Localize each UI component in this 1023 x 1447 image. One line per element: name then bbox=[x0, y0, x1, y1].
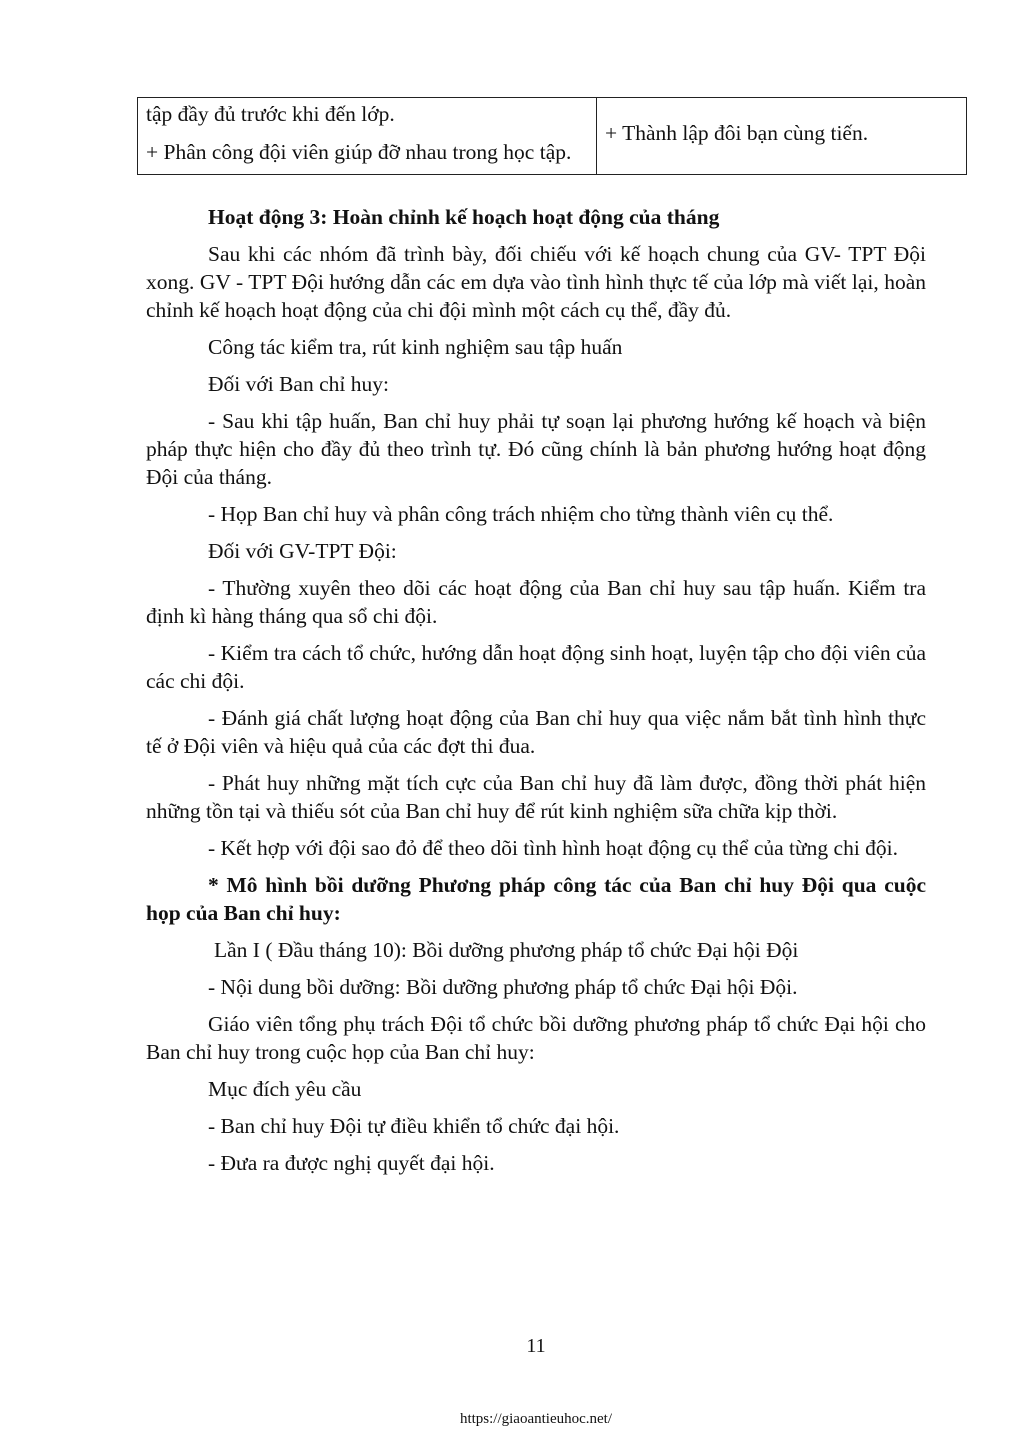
paragraph: Sau khi các nhóm đã trình bày, đối chiếu với kế hoạch chung của GV- TPT Đội xong. GV - TPT Đội hướng dẫn các em dựa vào tình hình thực tế của lớp mà viết lại, hoàn chỉnh kế hoạch hoạt động của chi đội mình một cách cụ thể, đầy đủ. bbox=[146, 242, 926, 322]
paragraph: - Đánh giá chất lượng hoạt động của Ban chỉ huy qua việc nắm bắt tình hình thực tế ở Đội viên và hiệu quả của các đợt thi đua. bbox=[146, 706, 926, 758]
footer-url: https://giaoantieuhoc.net/ bbox=[459, 1411, 613, 1427]
paragraph: - Thường xuyên theo dõi các hoạt động của Ban chỉ huy sau tập huấn. Kiểm tra định kì hàng tháng qua sổ chi đội. bbox=[146, 576, 926, 628]
paragraph: Đối với GV-TPT Đội: bbox=[208, 539, 397, 563]
paragraph: - Phát huy những mặt tích cực của Ban chỉ huy đã làm được, đồng thời phát hiện những tồn tại và thiếu sót của Ban chỉ huy để rút kinh nghiệm sữa chữa kịp thời. bbox=[146, 771, 926, 823]
paragraph: Đối với Ban chỉ huy: bbox=[208, 372, 389, 396]
paragraph: Giáo viên tổng phụ trách Đội tổ chức bồi dưỡng phương pháp tổ chức Đại hội cho Ban chỉ huy trong cuộc họp của Ban chỉ huy: bbox=[146, 1012, 926, 1064]
table-cell-left bbox=[138, 98, 597, 175]
paragraph: Mục đích yêu cầu bbox=[208, 1077, 362, 1101]
table-cell-line: + Phân công đội viên giúp đỡ nhau trong học tập. bbox=[146, 140, 572, 164]
paragraph: - Kiểm tra cách tổ chức, hướng dẫn hoạt động sinh hoạt, luyện tập cho đội viên của các chi đội. bbox=[146, 641, 926, 693]
table-cell-line: tập đầy đủ trước khi đến lớp. bbox=[146, 102, 395, 126]
section-heading: * Mô hình bồi dưỡng Phương pháp công tác của Ban chỉ huy Đội qua cuộc họp của Ban chỉ huy: bbox=[146, 873, 926, 925]
table-row bbox=[138, 98, 967, 175]
paragraph: - Kết hợp với đội sao đỏ để theo dõi tình hình hoạt động cụ thể của từng chi đội. bbox=[208, 836, 899, 860]
section-heading: Hoạt động 3: Hoàn chỉnh kế hoạch hoạt động của tháng bbox=[208, 205, 720, 229]
page-number: 11 bbox=[526, 1335, 546, 1357]
plan-table bbox=[137, 97, 967, 175]
paragraph: - Họp Ban chỉ huy và phân công trách nhiệm cho từng thành viên cụ thể. bbox=[208, 502, 834, 526]
paragraph: - Sau khi tập huấn, Ban chỉ huy phải tự soạn lại phương hướng kế hoạch và biện pháp thực hiện cho đầy đủ theo trình tự. Đó cũng chính là bản phương hướng hoạt động Đội của tháng. bbox=[146, 409, 926, 489]
paragraph: Lần I ( Đầu tháng 10): Bồi dưỡng phương pháp tổ chức Đại hội Đội bbox=[214, 938, 799, 962]
document-body bbox=[146, 203, 926, 1186]
paragraph: - Nội dung bồi dưỡng: Bồi dưỡng phương pháp tổ chức Đại hội Đội. bbox=[208, 975, 798, 999]
paragraph: - Ban chỉ huy Đội tự điều khiển tổ chức đại hội. bbox=[208, 1114, 620, 1138]
table-cell-right bbox=[597, 98, 967, 175]
paragraph: - Đưa ra được nghị quyết đại hội. bbox=[208, 1151, 495, 1175]
table-cell-line: + Thành lập đôi bạn cùng tiến. bbox=[605, 121, 869, 145]
paragraph: Công tác kiểm tra, rút kinh nghiệm sau tập huấn bbox=[208, 335, 623, 359]
